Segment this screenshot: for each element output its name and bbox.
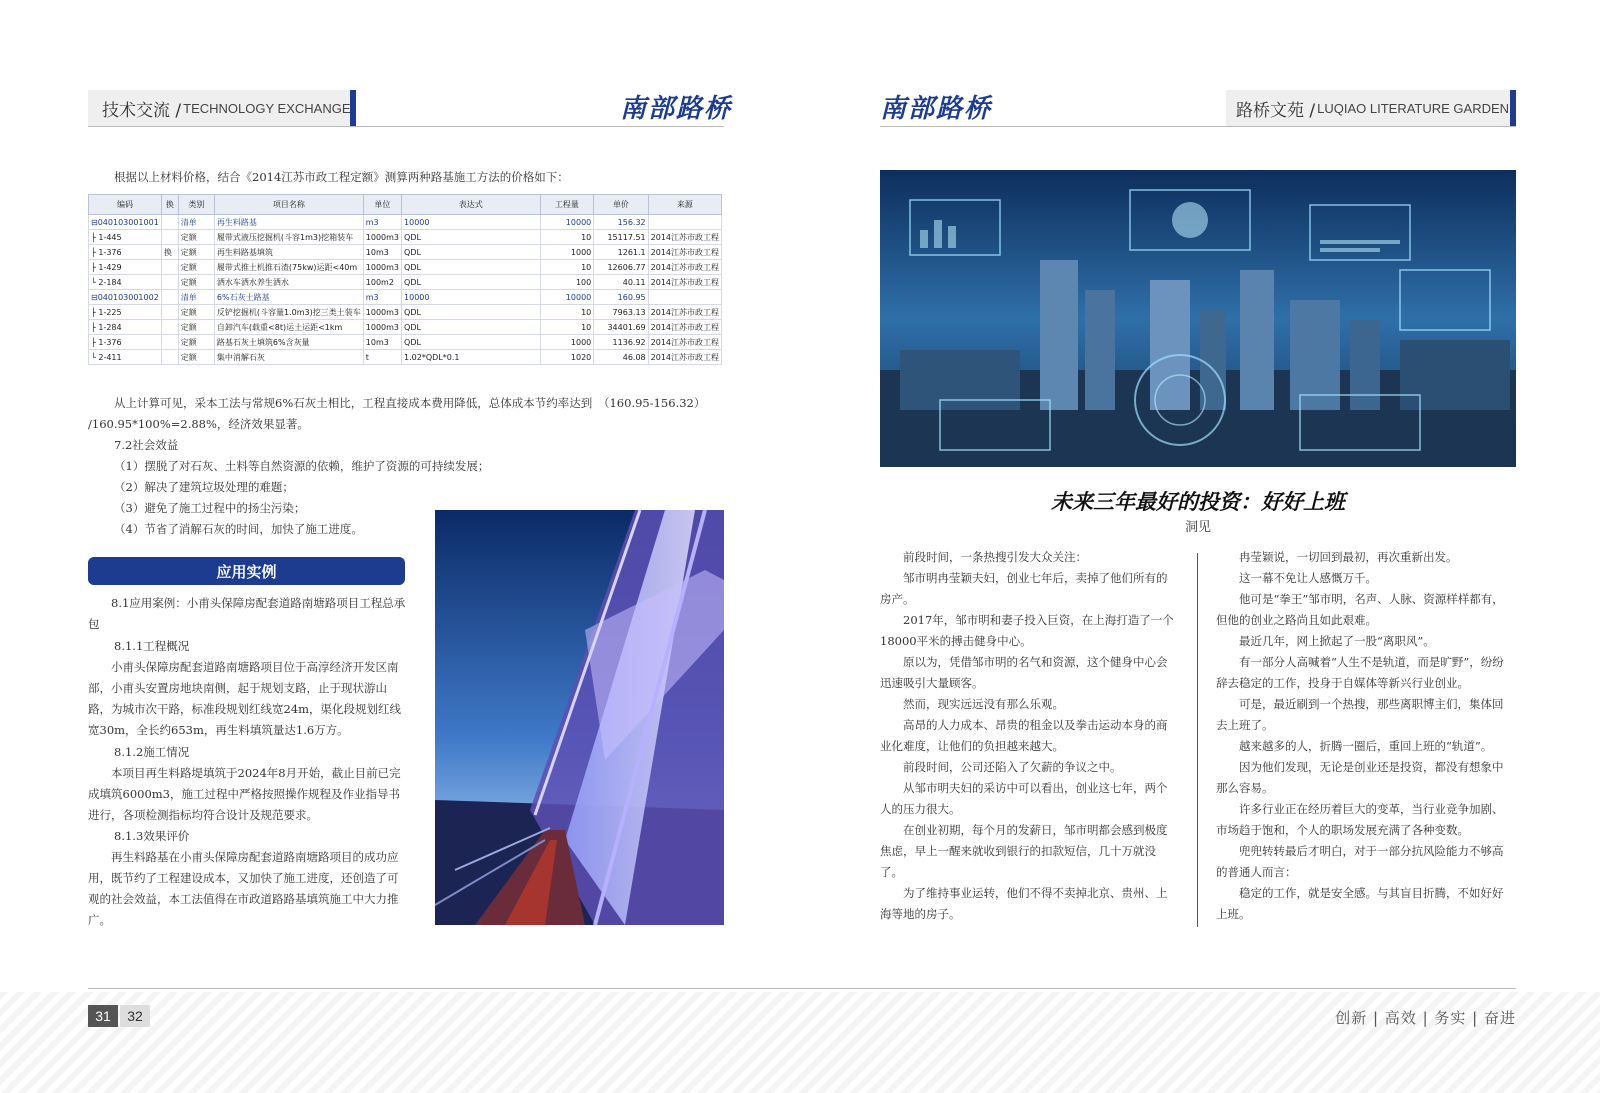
th-unit: 单位 xyxy=(363,195,401,215)
table-row xyxy=(89,320,722,335)
table-cell xyxy=(648,290,721,305)
footer-rule xyxy=(88,988,1516,989)
table-cell: 10 xyxy=(540,260,594,275)
table-row xyxy=(89,230,722,245)
right-brand-logo: 南部路桥 xyxy=(880,94,993,124)
case-heading-construction: 8.1.2施工情况 xyxy=(114,745,190,759)
article-paragraph: 越来越多的人，折腾一圈后，重回上班的“轨道”。 xyxy=(1239,739,1493,753)
left-header-accent xyxy=(350,90,356,126)
table-cell: 定额 xyxy=(178,230,214,245)
th-code: 编码 xyxy=(89,195,162,215)
social-item-3: （3）避免了施工过程中的扬尘污染； xyxy=(114,501,306,515)
article-paragraph: 冉莹颖说，一切回到最初，再次重新出发。 xyxy=(1239,550,1458,564)
article-paragraph: 原以为，凭借邹市明的名气和资源，这个健身中心会迅速吸引大量顾客。 xyxy=(880,655,1168,690)
table-cell: 定额 xyxy=(178,260,214,275)
article-paragraph: 有一部分人高喊着“人生不是轨道，而是旷野”，纷纷辞去稳定的工作，投身于自媒体等新兴行业创业。 xyxy=(1216,655,1504,690)
table-row xyxy=(89,245,722,260)
th-source: 来源 xyxy=(648,195,721,215)
article-paragraph: 这一幕不免让人感慨万千。 xyxy=(1239,571,1377,585)
right-header-accent xyxy=(1510,90,1516,126)
bridge-photo-svg xyxy=(435,510,724,925)
table-cell: 2014江苏市政工程 xyxy=(648,305,721,320)
table-cell: 10000 xyxy=(540,215,594,230)
table-cell: 1020 xyxy=(540,350,594,365)
case-intro: 8.1应用案例：小甫头保障房配套道路南塘路项目工程总承包 xyxy=(88,596,406,631)
table-cell: ├ 1-429 xyxy=(89,260,162,275)
left-header-rule xyxy=(88,126,724,127)
table-cell xyxy=(161,350,178,365)
table-cell: ├ 1-376 xyxy=(89,335,162,350)
table-cell: 2014江苏市政工程 xyxy=(648,230,721,245)
article-column-2 xyxy=(1216,547,1512,925)
table-cell: 自卸汽车(载重<8t)运土运距<1km xyxy=(214,320,363,335)
table-cell: QDL xyxy=(402,320,541,335)
table-cell: ├ 1-445 xyxy=(89,230,162,245)
column-divider xyxy=(1197,553,1198,927)
table-cell: 定额 xyxy=(178,320,214,335)
bridge-night-photo xyxy=(435,510,724,925)
th-swap: 换 xyxy=(161,195,178,215)
table-cell: 履带式液压挖掘机(斗容1m3)挖箱装车 xyxy=(214,230,363,245)
table-cell: 2014江苏市政工程 xyxy=(648,350,721,365)
table-cell: 10m3 xyxy=(363,245,401,260)
table-cell: QDL xyxy=(402,260,541,275)
table-row xyxy=(89,290,722,305)
table-row xyxy=(89,350,722,365)
case-heading-overview: 8.1.1工程概况 xyxy=(114,639,190,653)
table-row xyxy=(89,305,722,320)
article-paragraph: 兜兜转转最后才明白，对于一部分抗风险能力不够高的普通人而言： xyxy=(1216,844,1504,879)
table-cell: 1136.92 xyxy=(594,335,648,350)
table-cell: 1000m3 xyxy=(363,305,401,320)
page-number-right: 32 xyxy=(120,1005,150,1027)
right-header-zh: 路桥文苑 / xyxy=(1236,100,1316,121)
table-cell: 2014江苏市政工程 xyxy=(648,260,721,275)
table-cell: 反铲挖掘机(斗容量1.0m3)挖三类土装车 xyxy=(214,305,363,320)
table-cell: 2014江苏市政工程 xyxy=(648,320,721,335)
th-name: 项目名称 xyxy=(214,195,363,215)
table-cell: 1000m3 xyxy=(363,230,401,245)
table-cell: 定额 xyxy=(178,275,214,290)
case-construction-text: 本项目再生料路堤填筑于2024年8月开始，截止目前已完成填筑6000m3，施工过程中严格按照操作规程及作业指导书进行，各项检测指标均符合设计及规范要求。 xyxy=(88,766,401,822)
table-cell xyxy=(648,215,721,230)
table-cell: 履带式推土机推石渣(75kw)运距<40m xyxy=(214,260,363,275)
table-cell: 1261.1 xyxy=(594,245,648,260)
table-cell xyxy=(161,230,178,245)
table-cell xyxy=(161,335,178,350)
article-paragraph: 前段时间，一条热搜引发大众关注： xyxy=(903,550,1087,564)
table-cell: 定额 xyxy=(178,245,214,260)
table-cell: ├ 1-284 xyxy=(89,320,162,335)
article-paragraph: 前段时间，公司还陷入了欠薪的争议之中。 xyxy=(903,760,1122,774)
article-paragraph: 最近几年，网上掀起了一股“离职风”。 xyxy=(1239,634,1435,648)
left-brand-logo: 南部路桥 xyxy=(620,94,733,124)
right-header xyxy=(1226,90,1510,126)
article-paragraph: 在创业初期，每个月的发薪日，邹市明都会感到极度焦虑，早上一醒来就收到银行的扣款短信，几十万就没了。 xyxy=(880,823,1168,879)
table-cell xyxy=(161,260,178,275)
article-paragraph: 许多行业正在经历着巨大的变革，当行业竞争加剧、市场趋于饱和，个人的职场发展充满了各种变数。 xyxy=(1216,802,1504,837)
table-cell: 10m3 xyxy=(363,335,401,350)
calc-line-2: /160.95*100%=2.88%，经济效果显著。 xyxy=(88,417,309,431)
table-cell: QDL xyxy=(402,230,541,245)
intro-text: 根据以上材料价格，结合《2014江苏市政工程定额》测算两种路基施工方法的价格如下： xyxy=(114,170,569,184)
table-cell xyxy=(161,290,178,305)
table-cell: 定额 xyxy=(178,350,214,365)
article-paragraph: 可是，最近刷到一个热搜，那些离职博主们，集体回去上班了。 xyxy=(1216,697,1504,732)
left-header-zh: 技术交流 / xyxy=(102,100,182,121)
table-cell: 2014江苏市政工程 xyxy=(648,335,721,350)
table-cell: 洒水车洒水养生洒水 xyxy=(214,275,363,290)
table-cell: 10000 xyxy=(540,290,594,305)
city-photo-svg xyxy=(880,170,1516,467)
table-cell: QDL xyxy=(402,335,541,350)
footer-motto: 创新 | 高效 | 务实 | 奋进 xyxy=(1335,1009,1516,1027)
table-cell: 100m2 xyxy=(363,275,401,290)
table-row xyxy=(89,275,722,290)
right-header-en: LUQIAO LITERATURE GARDEN xyxy=(1317,100,1510,116)
table-cell: 再生料路基填筑 xyxy=(214,245,363,260)
table-cell: 1.02*QDL*0.1 xyxy=(402,350,541,365)
calc-line-1: 从上计算可见，采本工法与常规6%石灰土相比，工程直接成本费用降低，总体成本节约率达到 （160.95-156.32） xyxy=(114,396,706,410)
table-cell: 清单 xyxy=(178,215,214,230)
article-paragraph: 高昂的人力成本、昂贵的租金以及拳击运动本身的商业化难度，让他们的负担越来越大。 xyxy=(880,718,1168,753)
right-header-rule xyxy=(880,126,1516,127)
table-cell: ⊟040103001002 xyxy=(89,290,162,305)
case-heading-evaluation: 8.1.3效果评价 xyxy=(114,829,190,843)
table-cell xyxy=(161,275,178,290)
article-title: 未来三年最好的投资：好好上班 xyxy=(1051,489,1345,514)
table-cell: 100 xyxy=(540,275,594,290)
social-heading: 7.2社会效益 xyxy=(114,438,179,452)
table-cell: 46.08 xyxy=(594,350,648,365)
table-cell: 1000 xyxy=(540,245,594,260)
article-paragraph: 稳定的工作，就是安全感。与其盲目折腾，不如好好上班。 xyxy=(1216,886,1504,921)
table-cell: 2014江苏市政工程 xyxy=(648,275,721,290)
table-cell: ⊟040103001001 xyxy=(89,215,162,230)
table-cell: 清单 xyxy=(178,290,214,305)
table-cell: 10 xyxy=(540,230,594,245)
table-cell: 1000 xyxy=(540,335,594,350)
social-item-4: （4）节省了消解石灰的时间，加快了施工进度。 xyxy=(114,522,363,536)
table-cell: 7963.13 xyxy=(594,305,648,320)
table-cell: 6%石灰土路基 xyxy=(214,290,363,305)
table-cell: 定额 xyxy=(178,305,214,320)
table-cell: 40.11 xyxy=(594,275,648,290)
table-cell: 156.32 xyxy=(594,215,648,230)
table-cell: └ 2-184 xyxy=(89,275,162,290)
article-paragraph: 邹市明冉莹颖夫妇，创业七年后，卖掉了他们所有的房产。 xyxy=(880,571,1168,606)
table-cell: 10000 xyxy=(402,290,541,305)
table-cell: QDL xyxy=(402,275,541,290)
table-cell: 10 xyxy=(540,305,594,320)
article-paragraph: 2017年，邹市明和妻子投入巨资，在上海打造了一个18000平米的搏击健身中心。 xyxy=(880,613,1174,648)
table-cell: 160.95 xyxy=(594,290,648,305)
table-cell: 定额 xyxy=(178,335,214,350)
table-cell: 10 xyxy=(540,320,594,335)
article-paragraph: 因为他们发现，无论是创业还是投资，都没有想象中那么容易。 xyxy=(1216,760,1504,795)
table-cell: ├ 1-376 xyxy=(89,245,162,260)
table-cell: 12606.77 xyxy=(594,260,648,275)
page-number-left: 31 xyxy=(88,1005,118,1027)
article-paragraph: 他可是“拳王”邹市明，名声、人脉、资源样样都有，但他的创业之路尚且如此艰难。 xyxy=(1216,592,1504,627)
left-header-en: TECHNOLOGY EXCHANGE xyxy=(183,100,351,116)
article-author: 洞见 xyxy=(1184,520,1211,535)
article-paragraph: 为了维持事业运转，他们不得不卖掉北京、贵州、上海等地的房子。 xyxy=(880,886,1168,921)
cost-table xyxy=(88,194,722,365)
table-cell: QDL xyxy=(402,305,541,320)
table-cell: QDL xyxy=(402,245,541,260)
table-cell xyxy=(161,305,178,320)
table-row xyxy=(89,260,722,275)
table-cell xyxy=(161,215,178,230)
smart-city-photo xyxy=(880,170,1516,467)
left-header xyxy=(88,90,356,126)
table-cell: └ 2-411 xyxy=(89,350,162,365)
table-cell: 集中消解石灰 xyxy=(214,350,363,365)
table-cell: 路基石灰土填筑6%含灰量 xyxy=(214,335,363,350)
th-expr: 表达式 xyxy=(402,195,541,215)
article-paragraph: 然而，现实远远没有那么乐观。 xyxy=(903,697,1064,711)
article-column-1 xyxy=(880,547,1176,925)
social-item-1: （1）摆脱了对石灰、土料等自然资源的依赖，维护了资源的可持续发展； xyxy=(114,459,490,473)
table-cell: m3 xyxy=(363,290,401,305)
table-cell: 1000m3 xyxy=(363,260,401,275)
table-cell: m3 xyxy=(363,215,401,230)
case-evaluation-text: 再生料路基在小甫头保障房配套道路南塘路项目的成功应用，既节约了工程建设成本，又加快了施工进度，还创造了可观的社会效益，本工法值得在市政道路路基填筑施工中大力推广。 xyxy=(88,850,399,927)
table-cell: 10000 xyxy=(402,215,541,230)
table-cell xyxy=(161,320,178,335)
th-price: 单价 xyxy=(594,195,648,215)
table-cell: 换 xyxy=(161,245,178,260)
table-cell: 34401.69 xyxy=(594,320,648,335)
table-cell: t xyxy=(363,350,401,365)
article-paragraph: 从邹市明夫妇的采访中可以看出，创业这七年，两个人的压力很大。 xyxy=(880,781,1168,816)
table-cell: 1000m3 xyxy=(363,320,401,335)
table-cell: 2014江苏市政工程 xyxy=(648,245,721,260)
section-title-application: 应用实例 xyxy=(88,557,405,585)
social-item-2: （2）解决了建筑垃圾处理的难题； xyxy=(114,480,294,494)
th-qty: 工程量 xyxy=(540,195,594,215)
th-type: 类别 xyxy=(178,195,214,215)
table-cell: 再生料路基 xyxy=(214,215,363,230)
case-overview-text: 小甫头保障房配套道路南塘路项目位于高淳经济开发区南部，小甫头安置房地块南侧，起于规划支路，止于现状游山路，为城市次干路，标准段规划红线宽24m，渠化段规划红线宽30m，全长约653m，再生料填筑量达1.6万方。 xyxy=(88,660,402,737)
table-row xyxy=(89,335,722,350)
table-row xyxy=(89,215,722,230)
table-header-row xyxy=(89,195,722,215)
table-cell: 15117.51 xyxy=(594,230,648,245)
table-cell: ├ 1-225 xyxy=(89,305,162,320)
